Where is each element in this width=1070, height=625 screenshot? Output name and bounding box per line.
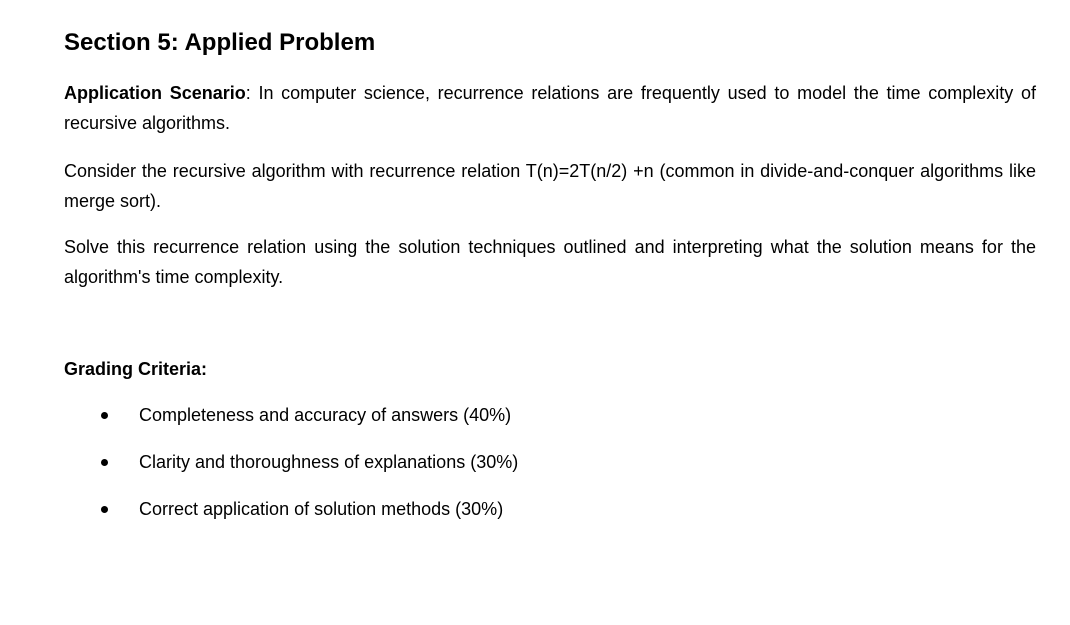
section-title: Section 5: Applied Problem bbox=[64, 29, 376, 56]
recurrence-paragraph: Consider the recursive algorithm with recurrence relation T(n)=2T(n/2) +n (common in divide-and-conquer algorithms like merge sort). bbox=[64, 161, 1036, 211]
bullet-icon bbox=[101, 412, 108, 419]
solve-instruction-paragraph: Solve this recurrence relation using the solution techniques outlined and interpreting what the solution means for the algorithm's time complexity. bbox=[64, 237, 1036, 287]
list-item bbox=[64, 400, 1036, 447]
bullet-icon bbox=[101, 459, 108, 466]
criterion-methods: Correct application of solution methods (30%) bbox=[139, 499, 504, 519]
criterion-clarity: Clarity and thoroughness of explanations (30%) bbox=[139, 452, 519, 472]
list-item bbox=[64, 494, 1036, 541]
list-item bbox=[64, 447, 1036, 494]
application-scenario-paragraph bbox=[64, 78, 1036, 138]
grading-criteria-list bbox=[64, 400, 1036, 541]
application-scenario-label: Application Scenario bbox=[64, 83, 246, 103]
bullet-icon bbox=[101, 506, 108, 513]
grading-criteria-heading: Grading Criteria: bbox=[64, 359, 208, 379]
application-scenario-text: : In computer science, recurrence relations are frequently used to model the time complexity of recursive algorithms. bbox=[64, 83, 1036, 133]
criterion-completeness: Completeness and accuracy of answers (40%) bbox=[139, 405, 512, 425]
